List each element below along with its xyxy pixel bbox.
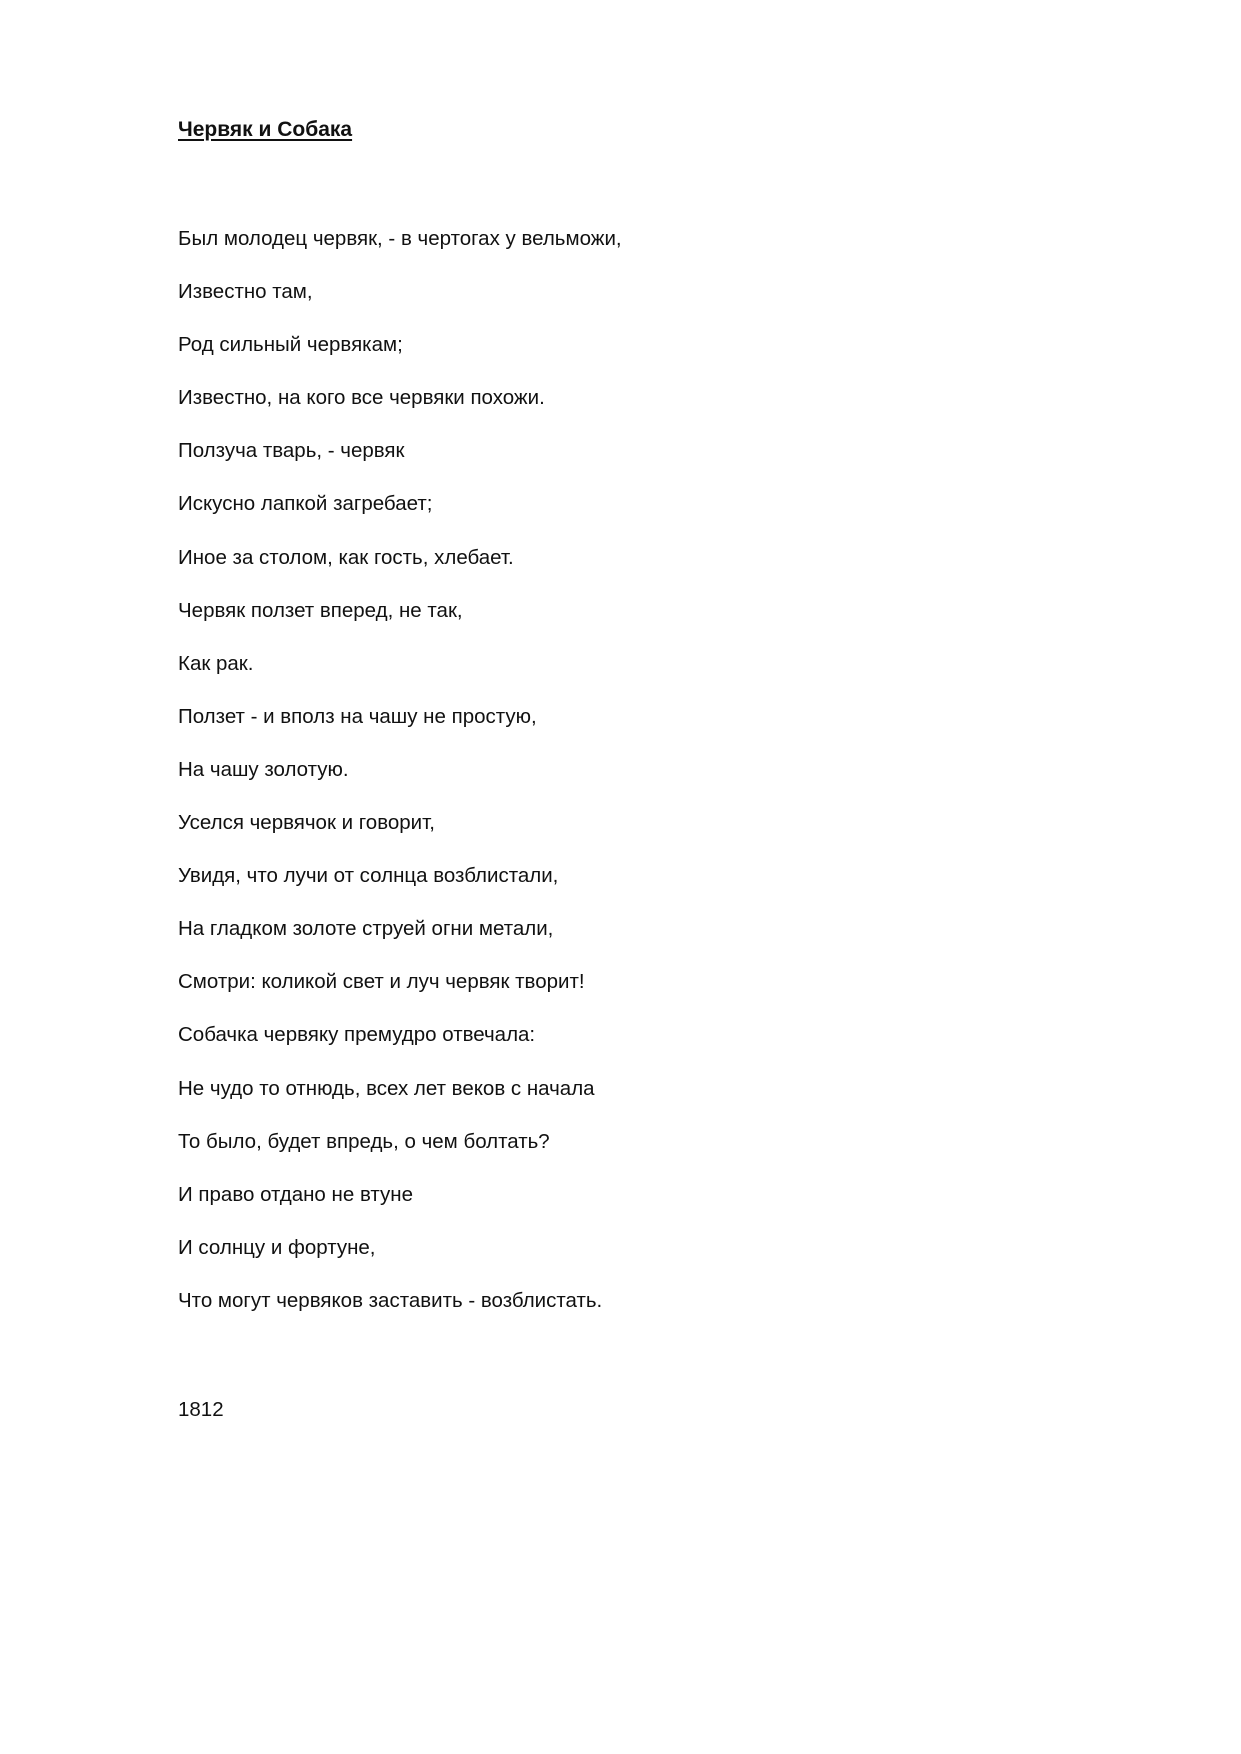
poem-line: Что могут червяков заставить - возблистать. — [178, 1288, 603, 1312]
poem-line: На чашу золотую. — [178, 757, 349, 781]
poem-line: И солнцу и фортуне, — [178, 1235, 376, 1259]
poem-year: 1812 — [178, 1398, 224, 1421]
poem-line: Как рак. — [178, 651, 254, 675]
poem-line: Не чудо то отнюдь, всех лет веков с начала — [178, 1076, 595, 1100]
poem-line: Искусно лапкой загребает; — [178, 492, 433, 516]
poem-line: На гладком золоте струей огни метали, — [178, 917, 554, 941]
poem-line: Ползет - и вполз на чашу не простую, — [178, 704, 537, 728]
poem-line: Смотри: коликой свет и луч червяк творит! — [178, 970, 585, 994]
poem-line: Уселся червячок и говорит, — [178, 811, 435, 835]
poem-body — [178, 227, 622, 1342]
poem-line: Был молодец червяк, - в чертогах у вельможи, — [178, 227, 622, 250]
poem-line: Собачка червяку премудро отвечала: — [178, 1023, 536, 1047]
poem-line: Ползуча тварь, - червяк — [178, 439, 405, 463]
poem-line: Известно, на кого все червяки похожи. — [178, 386, 545, 410]
poem-line: Иное за столом, как гость, хлебает. — [178, 545, 514, 569]
poem-title: Червяк и Собака — [178, 118, 353, 141]
poem-line: Червяк ползет вперед, не так, — [178, 598, 463, 622]
poem-line: Род сильный червякам; — [178, 333, 403, 357]
poem-line: И право отдано не втуне — [178, 1182, 413, 1206]
poem-line: Известно там, — [178, 280, 313, 304]
poem-line: То было, будет впредь, о чем болтать? — [178, 1129, 550, 1153]
poem-line: Увидя, что лучи от солнца возблистали, — [178, 864, 559, 888]
